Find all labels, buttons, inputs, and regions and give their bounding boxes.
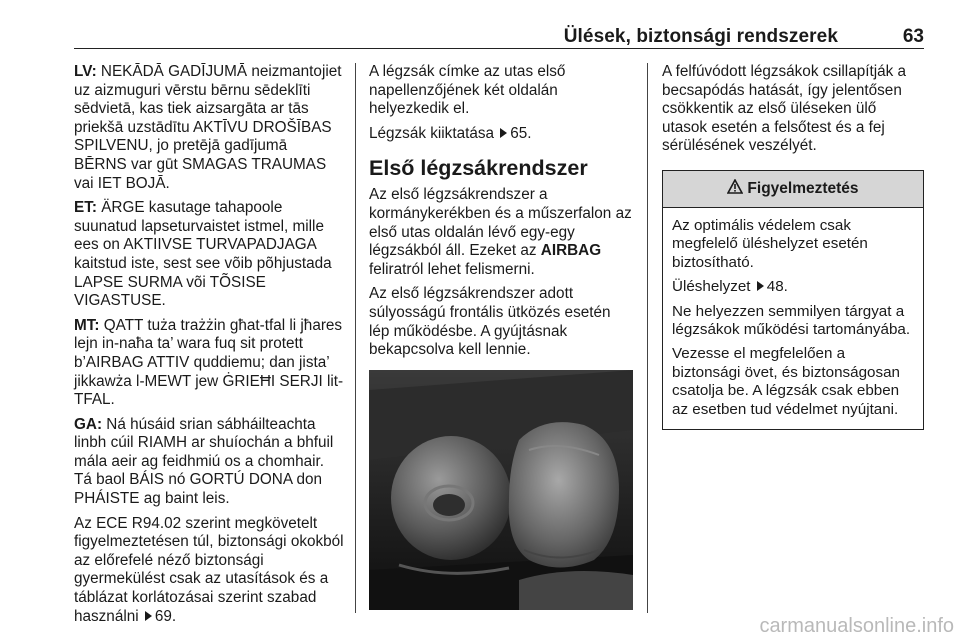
section-title: Ülések, biztonsági rendszerek	[563, 26, 838, 47]
watermark: carmanualsonline.info	[759, 615, 954, 637]
warning-et: ET: ÄRGE kasutage tahapoole suunatud lapseturvaistet istmel, mille ees on AKTIIVSE TURVAPADJAGA kaitstud iste, sest see võib põhjustada LAPSE SURMA või TÕSISE VIGASTUSE.	[74, 199, 332, 310]
warning-title: Figyelmeztetés	[747, 179, 859, 197]
system-paragraph: Az első légzsákrendszer a kormánykerékben és a műszerfalon az első utas oldalán lévő egy-egy légzsákból áll. Ezeket az AIRBAG feliratról lehet felismerni.	[369, 186, 632, 278]
page-ref-link[interactable]: 48.	[766, 278, 788, 296]
label-paragraph: A légzsák címke az utas első napellenzőjének két oldalán helyezkedik el.	[369, 63, 566, 118]
column-left	[74, 63, 344, 632]
column-right	[662, 63, 924, 430]
seat-position-ref: Üléshelyzet 48.	[672, 278, 788, 296]
ref-arrow-icon	[145, 611, 152, 621]
warning-mt: MT: QATT tuża trażżin għat-tfal li jħares lejn in-naħa ta’ wara fuq sit protett b’AIRBAG ATTIV quddiemu; dan jista’ jikkawża l-MEWT jew ĠRIEĦI SERJI lit-TFAL.	[74, 316, 344, 409]
ref-arrow-icon	[500, 128, 507, 138]
page-ref-link[interactable]: 65.	[510, 124, 532, 142]
warning-text: Vezesse el megfelelően a biztonsági övet, és biztonságosan csatolja be. A légzsák csak ebben az esetben tud védelmet nyújtani.	[672, 345, 900, 418]
warning-text: Az optimális védelem csak megfelelő üléshelyzet esetén biztosítható.	[672, 216, 868, 271]
ref-arrow-icon	[757, 281, 764, 291]
warning-ga: GA: Ná húsáid srian sábháilteachta linbh cúil RIAMH ar shuíochán a bhfuil mála aeir ag feidhmiú os a chomhair. Tá baol BÁIS nó GORTÚ DONA don PHÁISTE ag baint leis.	[74, 415, 334, 508]
warning-header	[663, 171, 923, 208]
warning-text: Ne helyezzen semmilyen tárgyat a légzsákok működési tartományába.	[672, 302, 911, 338]
airbag-illustration	[369, 370, 633, 610]
warning-body	[663, 208, 923, 429]
deactivation-ref: Légzsák kiiktatása 65.	[369, 124, 532, 142]
page-header	[74, 0, 924, 49]
warning-lv: LV: NEKĀDĀ GADĪJUMĀ neizmantojiet uz aizmuguri vērstu bērnu sēdeklīti sēdvietā, kas tiek aizsargāta ar tās priekšā uzstādītu AKTĪVU DROŠĪBAS SPILVENU, jo pretējā gadījumā BĒRNS var gūt SMAGAS TRAUMAS vai IET BOJĀ.	[74, 63, 342, 192]
activation-paragraph: Az első légzsákrendszer adott súlyosságú frontális ütközés esetén lép működésbe. A gyújtásnak bekapcsolva kell lennie.	[369, 285, 611, 359]
column-middle	[369, 63, 634, 366]
warning-triangle-icon	[727, 179, 743, 199]
airbag-photo	[369, 370, 633, 610]
ece-paragraph: Az ECE R94.02 szerint megkövetelt figyelmeztetésen túl, biztonsági okokból az előrefelé néző biztonsági gyermekülést csak az utasítások és a táblázat korlátozásai szerint szabad használni 69.	[74, 514, 344, 625]
page-number: 63	[902, 26, 924, 47]
section-heading: Első légzsákrendszer	[369, 156, 588, 181]
column-divider	[355, 63, 356, 613]
inflation-paragraph: A felfúvódott légzsákok csillapítják a becsapódás hatását, így jelentősen csökkentik az első üléseken ülő utasok esetén a felsőtest és a fej sérülésének veszélyét.	[662, 63, 907, 155]
column-divider	[647, 63, 648, 613]
warning-box	[662, 170, 924, 430]
page-ref-link[interactable]: 69.	[154, 607, 177, 625]
